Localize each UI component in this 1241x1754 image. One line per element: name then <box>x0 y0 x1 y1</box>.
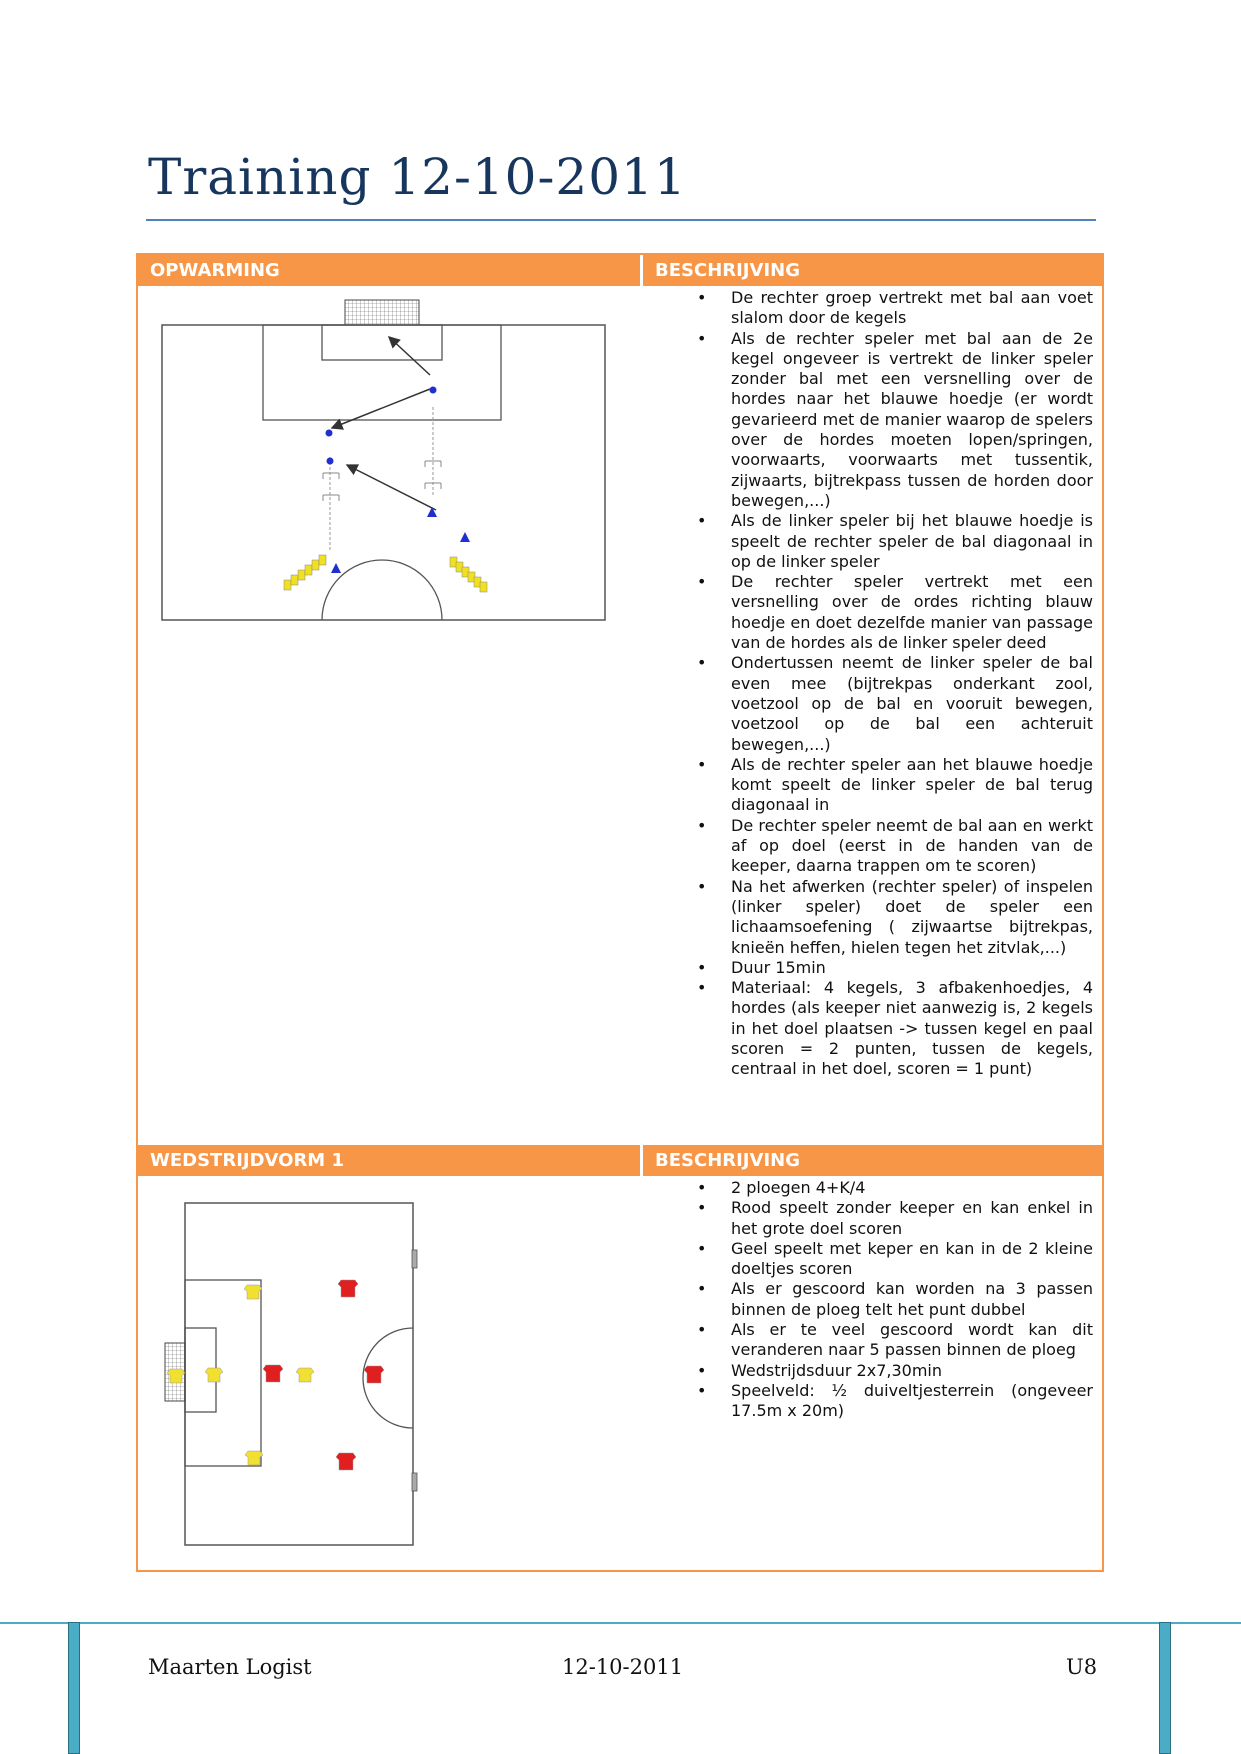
bullet-item: • Duur 15min <box>731 958 1093 978</box>
bullet-item: • 2 ploegen 4+K/4 <box>731 1178 1093 1198</box>
bullet-item: • Als er te veel gescoord wordt kan dit veranderen naar 5 passen binnen de ploeg <box>731 1320 1093 1361</box>
bullet-item: • De rechter groep vertrekt met bal aan voet slalom door de kegels <box>731 288 1093 329</box>
bullet-item: • Ondertussen neemt de linker speler de bal even mee (bijtrekpas onderkant zool, voetzool op de bal en vooruit bewegen, voetzool op de bal een achteruit bewegen,...) <box>731 653 1093 754</box>
section1-right-header: BESCHRIJVING <box>643 255 1102 286</box>
bullet-item: • De rechter speler vertrekt met een versnelling over de ordes richting blauw hoedje en doet dezelfde manier van passage van de hordes als de linker speler deed <box>731 572 1093 653</box>
bullet-item: • Materiaal: 4 kegels, 3 afbakenhoedjes, 4 hordes (als keeper niet aanwezig is, 2 kegels in het doel plaatsen -> tussen kegel en paal scoren = 2 punten, tussen de kegels, centraal in het doel, scoren = 1 punt) <box>731 978 1093 1079</box>
bullet-item: • Als er gescoord kan worden na 3 passen binnen de ploeg telt het punt dubbel <box>731 1279 1093 1320</box>
section1-description <box>731 288 1093 1080</box>
footer-date: 12-10-2011 <box>562 1655 684 1679</box>
footer-author: Maarten Logist <box>148 1655 312 1679</box>
footer-right-bar <box>1159 1622 1171 1754</box>
bullet-item: • Rood speelt zonder keeper en kan enkel in het grote doel scoren <box>731 1198 1093 1239</box>
footer-left-bar <box>68 1622 80 1754</box>
bullet-item: • Wedstrijdsduur 2x7,30min <box>731 1361 1093 1381</box>
section2-right-header: BESCHRIJVING <box>643 1145 1102 1176</box>
section2-description <box>731 1178 1093 1422</box>
section2-left-header: WEDSTRIJDVORM 1 <box>138 1145 640 1176</box>
footer-divider <box>0 1622 1241 1624</box>
bullet-item: • De rechter speler neemt de bal aan en werkt af op doel (eerst in de handen van de keeper, daarna trappen om te scoren) <box>731 816 1093 877</box>
footer-team: U8 <box>1066 1655 1098 1679</box>
bullet-item: • Als de linker speler bij het blauwe hoedje is speelt de rechter speler de bal diagonaal in op de linker speler <box>731 511 1093 572</box>
bullet-item: • Speelveld: ½ duiveltjesterrein (ongeveer 17.5m x 20m) <box>731 1381 1093 1422</box>
warmup-diagram <box>160 295 610 625</box>
bullet-item: • Geel speelt met keper en kan in de 2 kleine doeltjes scoren <box>731 1239 1093 1280</box>
match-form-diagram <box>160 1198 430 1550</box>
section1-left-header: OPWARMING <box>138 255 640 286</box>
title-underline <box>146 219 1096 221</box>
page-title: Training 12-10-2011 <box>148 148 687 206</box>
bullet-item: • Na het afwerken (rechter speler) of inspelen (linker speler) doet de speler een lichaamsoefening ( zijwaartse bijtrekpas, knieën heffen, hielen tegen het zitvlak,...) <box>731 877 1093 958</box>
bullet-item: • Als de rechter speler aan het blauwe hoedje komt speelt de linker speler de bal terug diagonaal in <box>731 755 1093 816</box>
bullet-item: • Als de rechter speler met bal aan de 2e kegel ongeveer is vertrekt de linker speler zonder bal met een versnelling over de hordes naar het blauwe hoedje (er wordt gevarieerd met de manier waarop de spelers over de hordes moeten lopen/springen, voorwaarts, voorwaarts met tussentik, zijwaarts, bijtrekpass tussen de horden door bewegen,...) <box>731 329 1093 512</box>
